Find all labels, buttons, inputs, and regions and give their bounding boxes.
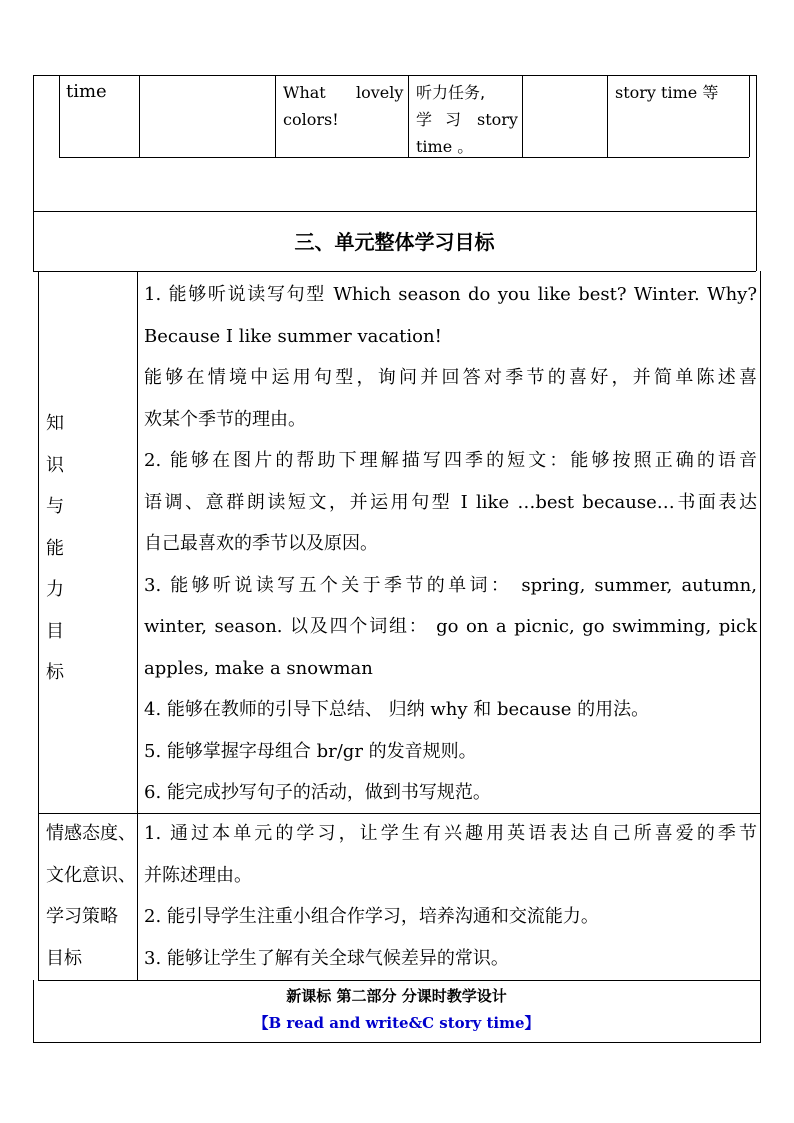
knowledge-objectives [144,274,757,814]
table-cell-story: story time 等 [615,83,719,102]
objective-line: 6. 能完成抄写句子的活动，做到书写规范。 [144,782,491,803]
knowledge-label-char: 知 [46,413,64,434]
table-cell-phrase-a: What [283,83,326,102]
objective-line: 2. 能引导学生注重小组合作学习，培养沟通和交流能力。 [144,906,599,927]
knowledge-label-char: 能 [46,538,64,559]
objective-line: 2. 能够在图片的帮助下理解描写四季的短文：能够按照正确的语音 [144,450,757,471]
knowledge-label-char: 标 [46,662,64,683]
emotion-label-line: 学习策略 [46,906,118,927]
objective-line: 1. 能够听说读写句型 Which season do you like best? Winter. Why? [144,284,757,305]
emotion-label-line: 目标 [46,947,82,969]
table-cell-phrase-c: colors! [283,110,339,129]
objective-line: 欢某个季节的理由。 [144,408,306,430]
emotion-label-line: 文化意识、 [46,864,136,886]
table-cell-task-3: time 。 [416,137,474,156]
objective-line: 1. 通过本单元的学习，让学生有兴趣用英语表达自己所喜爱的季节 [144,823,757,844]
table-cell-task-2b: 习 [445,110,462,129]
objective-line: winter, season. 以及四个词组： go on a picnic, go swimming, pick [144,616,757,637]
footer-subtitle: 【B read and write&C story time】 [253,1014,540,1032]
table-cell-time: time [66,81,107,102]
knowledge-label-char: 目 [46,621,64,642]
knowledge-label-char: 识 [46,455,64,476]
table-cell-task-2c: story [477,110,518,129]
table-cell-phrase-b: lovely [356,83,404,102]
table-cell-task-2a: 学 [416,110,433,129]
objective-line: apples, make a snowman [144,657,373,679]
emotion-label-line: 情感态度、 [46,823,136,844]
knowledge-label-char: 力 [46,579,64,600]
objective-line: 3. 能够让学生了解有关全球气候差异的常识。 [144,947,509,969]
footer-title: 新课标 第二部分 分课时教学设计 [286,987,507,1005]
table-cell-task-1: 听力任务, [416,83,486,102]
emotion-objectives [144,813,757,979]
objective-line: 自己最喜欢的季节以及原因。 [144,533,378,554]
objective-line: 能够在情境中运用句型，询问并回答对季节的喜好，并简单陈述喜 [144,367,757,388]
knowledge-label-char: 与 [46,496,64,517]
objective-line: 5. 能够掌握字母组合 br/gr 的发音规则。 [144,740,477,762]
objective-line: Because I like summer vacation! [144,325,442,347]
objective-line: 3. 能够听说读写五个关于季节的单词： spring, summer, autumn, [144,574,757,596]
objective-line: 4. 能够在教师的引导下总结、 归纳 why 和 because 的用法。 [144,699,650,720]
objective-line: 语调、意群朗读短文，并运用句型 I like …best because…书面表达 [144,491,757,513]
section-heading: 三、单元整体学习目标 [294,230,495,254]
objective-line: 并陈述理由。 [144,864,252,886]
